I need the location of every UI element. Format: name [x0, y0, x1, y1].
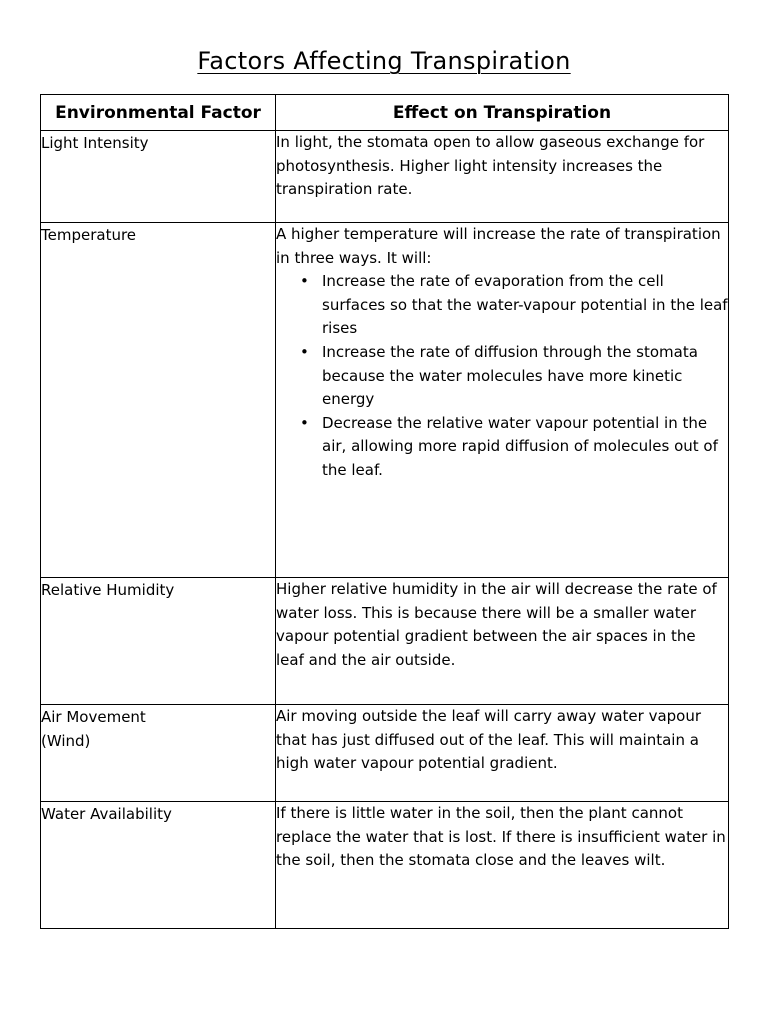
- bullet-icon: •: [300, 272, 309, 291]
- bullet-text: Decrease the relative water vapour potential in the air, allowing more rapid diffusion of molecules out of the leaf.: [322, 413, 718, 479]
- effect-intro: A higher temperature will increase the rate of transpiration in three ways. It will:: [276, 225, 721, 267]
- effect-cell: Air moving outside the leaf will carry away water vapour that has just diffused out of the leaf. This will maintain a high water vapour potential gradient.: [276, 705, 729, 802]
- effect-cell: In light, the stomata open to allow gaseous exchange for photosynthesis. Higher light intensity increases the transpiration rate.: [276, 131, 729, 223]
- factor-cell: Water Availability: [41, 802, 276, 929]
- list-item: [300, 270, 728, 341]
- factor-line: (Wind): [41, 732, 91, 750]
- factor-line: Air Movement: [41, 708, 146, 726]
- factors-table: [40, 94, 729, 929]
- table-row-relative-humidity: [41, 578, 729, 705]
- table-row-water-availability: [41, 802, 729, 929]
- page-title: [0, 47, 768, 75]
- factor-cell: Temperature: [41, 223, 276, 578]
- factor-cell: Relative Humidity: [41, 578, 276, 705]
- factor-cell: Light Intensity: [41, 131, 276, 223]
- effect-bullet-list: [276, 270, 728, 482]
- bullet-icon: •: [300, 342, 309, 361]
- effect-cell: [276, 223, 729, 578]
- bullet-text: Increase the rate of diffusion through the stomata because the water molecules have more kinetic energy: [322, 342, 698, 409]
- header-environmental-factor: Environmental Factor: [41, 95, 276, 131]
- header-effect-on-transpiration: Effect on Transpiration: [276, 95, 729, 131]
- table-row-light-intensity: [41, 131, 729, 223]
- table-header-row: [41, 95, 729, 131]
- effect-cell: Higher relative humidity in the air will decrease the rate of water loss. This is because there will be a smaller water vapour potential gradient between the air spaces in the leaf and the air outside.: [276, 578, 729, 705]
- page-title-text: Factors Affecting Transpiration: [197, 47, 571, 75]
- factor-cell: [41, 705, 276, 802]
- table-row-temperature: [41, 223, 729, 578]
- effect-cell: If there is little water in the soil, then the plant cannot replace the water that is lost. If there is insufficient water in the soil, then the stomata close and the leaves wilt.: [276, 802, 729, 929]
- list-item: [300, 341, 728, 412]
- list-item: [300, 412, 728, 483]
- bullet-text: Increase the rate of evaporation from the cell surfaces so that the water-vapour potential in the leaf rises: [322, 272, 728, 338]
- bullet-icon: •: [300, 413, 309, 432]
- table-row-air-movement: [41, 705, 729, 802]
